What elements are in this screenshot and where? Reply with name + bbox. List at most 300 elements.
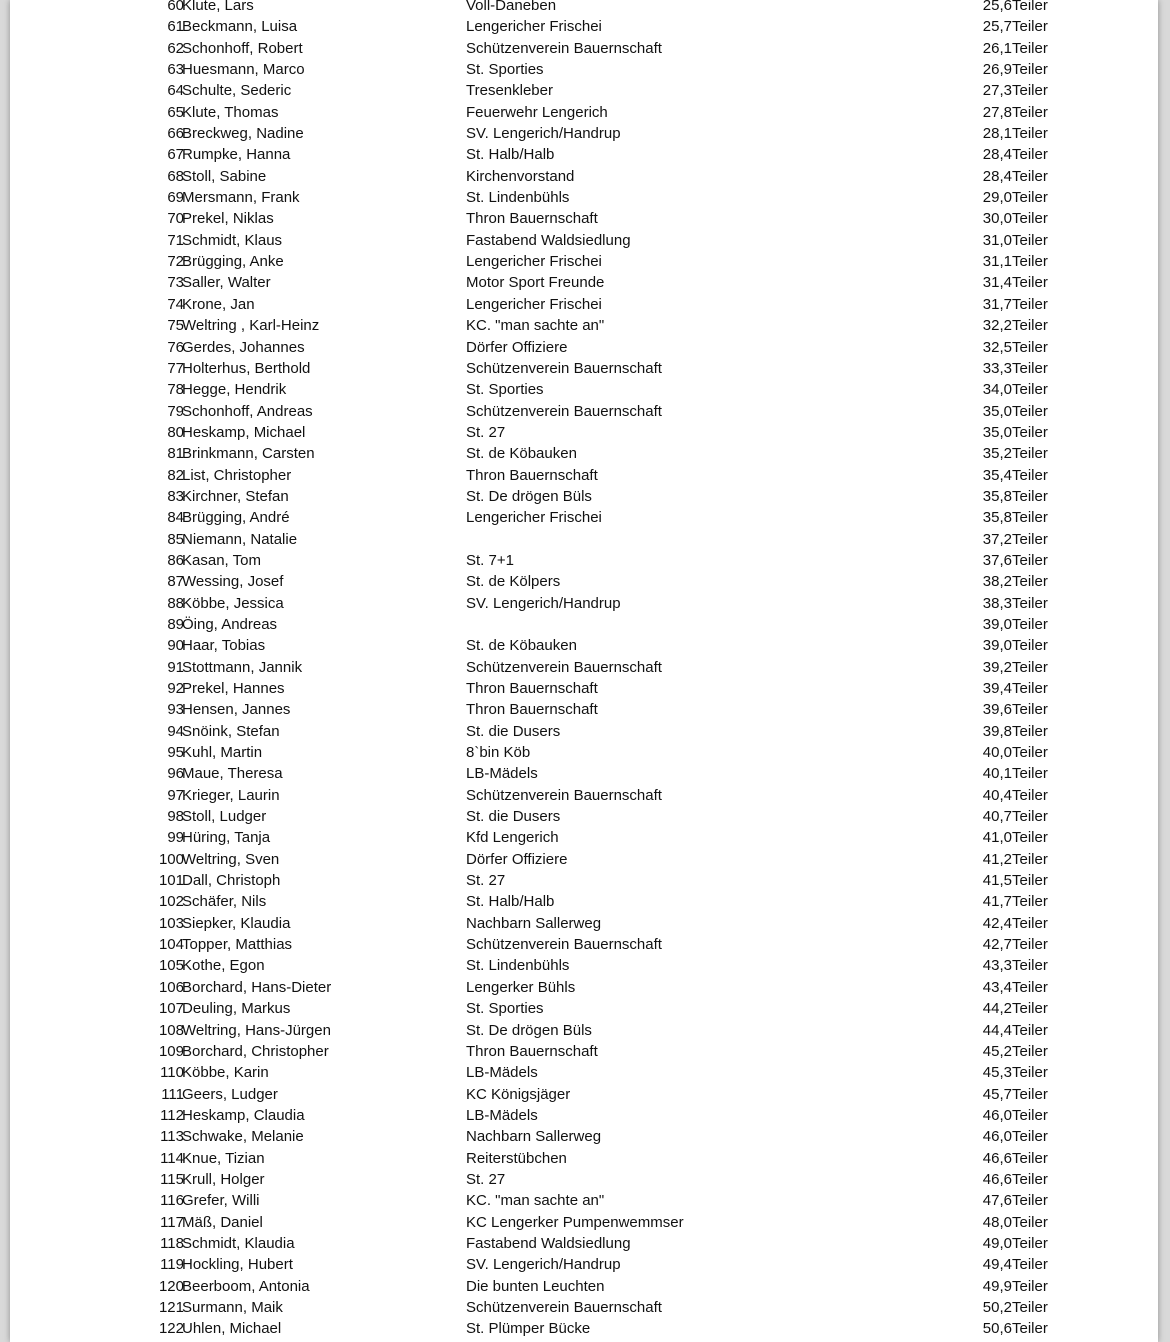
score-value: 40,1 [982,765,1012,783]
result-rank: 87 [167,573,184,591]
result-rank: 81 [167,445,184,463]
participant-name: Grefer, Willi [182,1192,260,1210]
score-value: 30,0 [982,210,1012,228]
participant-name: Mäß, Daniel [182,1213,263,1231]
participant-name: Mersmann, Frank [182,189,300,207]
participant-name: Saller, Walter [182,274,271,292]
result-row [10,742,1158,763]
score-value: 49,9 [982,1277,1012,1295]
result-row [10,678,1158,699]
score-value: 44,4 [982,1021,1012,1039]
result-rank: 121 [158,1298,184,1316]
club-name: St. Lindenbühls [466,189,570,207]
club-name: Schützenverein Bauernschaft [466,39,662,57]
result-rank: 113 [160,1128,184,1146]
score-unit: Teiler [1012,1042,1048,1060]
participant-name: Kuhl, Martin [182,744,263,762]
result-rank: 80 [167,423,184,441]
score-value: 27,3 [982,82,1012,100]
score-unit: Teiler [1012,1256,1048,1274]
score-value: 39,0 [982,637,1012,655]
club-name: Dörfer Offiziere [466,850,568,868]
result-rank: 104 [158,936,184,954]
score-value: 42,4 [982,914,1012,932]
score-unit: Teiler [1012,381,1048,399]
score-value: 40,4 [982,786,1012,804]
participant-name: Schulte, Sederic [182,82,292,100]
club-name: Reiterstübchen [466,1149,567,1167]
score-unit: Teiler [1012,850,1048,868]
result-row [10,977,1158,998]
score-value: 41,2 [982,850,1012,868]
score-unit: Teiler [1012,295,1048,313]
result-row [10,1020,1158,1041]
result-rank: 100 [158,850,184,868]
result-rank: 116 [160,1192,184,1210]
score-unit: Teiler [1012,103,1048,121]
result-rank: 110 [160,1064,184,1082]
club-name: KC. "man sachte an" [466,1192,605,1210]
participant-name: Klute, Lars [182,0,254,14]
score-value: 29,0 [982,189,1012,207]
score-value: 32,5 [982,338,1012,356]
result-rank: 62 [167,39,184,57]
participant-name: Borchard, Christopher [182,1042,329,1060]
club-name: Kirchenvorstand [466,167,575,185]
result-rank: 111 [161,1085,184,1103]
club-name: Nachbarn Sallerweg [466,1128,602,1146]
result-rank: 63 [167,61,184,79]
participant-name: Borchard, Hans-Dieter [182,978,332,996]
score-unit: Teiler [1012,359,1048,377]
participant-name: Wessing, Josef [182,573,284,591]
result-row [10,1318,1158,1339]
score-value: 35,8 [982,509,1012,527]
score-unit: Teiler [1012,1298,1048,1316]
participant-name: Brügging, Anke [182,253,284,271]
score-value: 35,4 [982,466,1012,484]
result-row [10,1041,1158,1062]
score-unit: Teiler [1012,274,1048,292]
participant-name: Rumpke, Hanna [182,146,291,164]
result-row [10,251,1158,272]
participant-name: Prekel, Niklas [182,210,274,228]
result-row [10,1062,1158,1083]
score-value: 49,4 [982,1256,1012,1274]
score-unit: Teiler [1012,530,1048,548]
score-unit: Teiler [1012,1277,1048,1295]
score-value: 43,4 [982,978,1012,996]
result-row [10,635,1158,656]
score-value: 50,2 [982,1298,1012,1316]
participant-name: Haar, Tobias [182,637,266,655]
result-rank: 70 [167,210,184,228]
result-row [10,1233,1158,1254]
participant-name: Holterhus, Berthold [182,359,311,377]
result-rank: 88 [167,594,184,612]
participant-name: Schonhoff, Robert [182,39,303,57]
result-rank: 82 [167,466,184,484]
score-unit: Teiler [1012,744,1048,762]
club-name: LB-Mädels [466,765,538,783]
club-name: Motor Sport Freunde [466,274,605,292]
score-unit: Teiler [1012,0,1048,14]
result-rank: 119 [160,1256,184,1274]
club-name: St. die Dusers [466,722,561,740]
result-row [10,1169,1158,1190]
participant-name: Öing, Andreas [182,615,278,633]
result-row [10,593,1158,614]
result-row [10,230,1158,251]
club-name: KC Lengerker Pumpenwemmser [466,1213,684,1231]
participant-name: Knue, Tizian [182,1149,265,1167]
result-row [10,443,1158,464]
participant-name: Weltring, Sven [182,850,280,868]
result-row [10,166,1158,187]
score-unit: Teiler [1012,573,1048,591]
score-unit: Teiler [1012,317,1048,335]
club-name: St. Halb/Halb [466,146,555,164]
participant-name: Hegge, Hendrik [182,381,287,399]
result-row [10,849,1158,870]
club-name: St. De drögen Büls [466,1021,592,1039]
result-rank: 73 [167,274,184,292]
result-row [10,272,1158,293]
club-name: Schützenverein Bauernschaft [466,936,662,954]
participant-name: Krull, Holger [182,1170,265,1188]
score-unit: Teiler [1012,829,1048,847]
club-name: St. Sporties [466,381,544,399]
result-rank: 108 [158,1021,184,1039]
score-value: 39,2 [982,658,1012,676]
club-name: St. 27 [466,423,506,441]
participant-name: Schäfer, Nils [182,893,267,911]
result-rank: 71 [167,231,184,249]
score-value: 33,3 [982,359,1012,377]
participant-name: Geers, Ludger [182,1085,278,1103]
score-unit: Teiler [1012,680,1048,697]
result-row [10,891,1158,912]
result-row [10,1105,1158,1126]
result-row [10,657,1158,678]
result-row [10,1084,1158,1105]
result-row [10,870,1158,891]
participant-name: Dall, Christoph [182,872,281,890]
score-value: 35,0 [982,402,1012,420]
result-row [10,699,1158,720]
result-row [10,80,1158,101]
club-name: St. die Dusers [466,808,561,826]
result-row [10,422,1158,443]
result-row [10,102,1158,123]
score-unit: Teiler [1012,551,1048,569]
score-unit: Teiler [1012,957,1048,975]
participant-name: Snöink, Stefan [182,722,280,740]
result-rank: 117 [160,1213,184,1231]
score-unit: Teiler [1012,1320,1048,1338]
score-value: 37,2 [982,530,1012,548]
club-name: Thron Bauernschaft [466,680,598,697]
score-unit: Teiler [1012,1085,1048,1103]
result-row [10,465,1158,486]
participant-name: Brügging, André [182,509,290,527]
score-value: 46,0 [982,1106,1012,1124]
club-name: 8`bin Köb [466,744,531,762]
result-rank: 93 [167,701,184,719]
result-rank: 61 [167,18,184,36]
score-value: 25,6 [982,0,1012,14]
result-row [10,1297,1158,1318]
result-rank: 97 [167,786,184,804]
result-rank: 94 [167,722,184,740]
result-row [10,507,1158,528]
result-rank: 67 [167,146,184,164]
score-value: 35,0 [982,423,1012,441]
result-row [10,1190,1158,1211]
score-unit: Teiler [1012,423,1048,441]
club-name: St. Halb/Halb [466,893,555,911]
participant-name: Stoll, Sabine [182,167,267,185]
score-unit: Teiler [1012,61,1048,79]
score-unit: Teiler [1012,808,1048,826]
result-row [10,529,1158,550]
score-value: 43,3 [982,957,1012,975]
result-row [10,806,1158,827]
score-unit: Teiler [1012,167,1048,185]
result-rank: 95 [167,744,184,762]
participant-name: Kirchner, Stefan [182,487,289,505]
result-rank: 86 [167,551,184,569]
participant-name: Prekel, Hannes [182,680,285,697]
score-value: 28,4 [982,167,1012,185]
score-value: 38,3 [982,594,1012,612]
result-rank: 84 [167,509,184,527]
participant-name: Surmann, Maik [182,1298,283,1316]
score-value: 38,2 [982,573,1012,591]
result-row [10,550,1158,571]
score-unit: Teiler [1012,594,1048,612]
result-rank: 60 [167,0,184,14]
result-rank: 83 [167,487,184,505]
participant-name: Siepker, Klaudia [182,914,291,932]
result-rank: 68 [167,167,184,185]
score-unit: Teiler [1012,978,1048,996]
result-rank: 74 [167,295,184,313]
result-rank: 96 [167,765,184,783]
result-row [10,763,1158,784]
score-unit: Teiler [1012,1213,1048,1231]
result-row [10,1212,1158,1233]
club-name: Schützenverein Bauernschaft [466,359,662,377]
participant-name: Heskamp, Michael [182,423,306,441]
document-page [10,0,1158,1342]
result-rank: 64 [167,82,184,100]
score-unit: Teiler [1012,786,1048,804]
club-name: St. de Köbauken [466,637,577,655]
score-value: 26,1 [982,39,1012,57]
participant-name: Schmidt, Klaudia [182,1234,295,1252]
result-row [10,614,1158,635]
club-name: St. Sporties [466,61,544,79]
club-name: St. de Kölpers [466,573,561,591]
result-row [10,16,1158,37]
score-unit: Teiler [1012,893,1048,911]
score-unit: Teiler [1012,1192,1048,1210]
score-unit: Teiler [1012,402,1048,420]
club-name: Lengericher Frischei [466,253,602,271]
participant-name: List, Christopher [182,466,292,484]
score-value: 35,8 [982,487,1012,505]
score-value: 49,0 [982,1234,1012,1252]
result-rank: 102 [158,893,184,911]
result-row [10,913,1158,934]
score-unit: Teiler [1012,914,1048,932]
club-name: Lengericher Frischei [466,509,602,527]
score-value: 31,7 [982,295,1012,313]
participant-name: Schonhoff, Andreas [182,402,313,420]
score-unit: Teiler [1012,658,1048,676]
participant-name: Stoll, Ludger [182,808,267,826]
club-name: KC Königsjäger [466,1085,571,1103]
participant-name: Kasan, Tom [182,551,261,569]
score-unit: Teiler [1012,231,1048,249]
club-name: SV. Lengerich/Handrup [466,125,621,143]
score-unit: Teiler [1012,637,1048,655]
result-rank: 72 [167,253,184,271]
score-unit: Teiler [1012,253,1048,271]
result-rank: 107 [158,1000,184,1018]
participant-name: Brinkmann, Carsten [182,445,315,463]
result-rank: 99 [167,829,184,847]
club-name: Lengericher Frischei [466,295,602,313]
club-name: Voll-Daneben [466,0,557,14]
result-rank: 109 [158,1042,184,1060]
result-row [10,1276,1158,1297]
score-unit: Teiler [1012,82,1048,100]
result-row [10,401,1158,422]
score-unit: Teiler [1012,722,1048,740]
score-value: 41,7 [982,893,1012,911]
participant-name: Krone, Jan [182,295,255,313]
club-name: Feuerwehr Lengerich [466,103,608,121]
result-row [10,1126,1158,1147]
score-unit: Teiler [1012,1128,1048,1146]
score-value: 39,0 [982,615,1012,633]
result-row [10,571,1158,592]
result-row [10,38,1158,59]
result-rank: 120 [158,1277,184,1295]
participant-name: Krieger, Laurin [182,786,280,804]
club-name: Thron Bauernschaft [466,1042,598,1060]
result-row [10,486,1158,507]
result-rank: 114 [160,1149,184,1167]
score-unit: Teiler [1012,872,1048,890]
participant-name: Gerdes, Johannes [182,338,305,356]
club-name: Thron Bauernschaft [466,466,598,484]
result-rank: 65 [167,103,184,121]
score-value: 45,3 [982,1064,1012,1082]
participant-name: Topper, Matthias [182,936,293,954]
result-row [10,998,1158,1019]
score-value: 28,4 [982,146,1012,164]
score-unit: Teiler [1012,936,1048,954]
club-name: Fastabend Waldsiedlung [466,1234,631,1252]
participant-name: Köbbe, Jessica [182,594,284,612]
result-rank: 101 [158,872,184,890]
score-value: 31,4 [982,274,1012,292]
club-name: St. 27 [466,872,506,890]
score-unit: Teiler [1012,18,1048,36]
score-unit: Teiler [1012,146,1048,164]
score-value: 46,6 [982,1170,1012,1188]
participant-name: Niemann, Natalie [182,530,298,548]
result-row [10,123,1158,144]
result-rank: 78 [167,381,184,399]
club-name: St. Plümper Bücke [466,1320,591,1338]
club-name: Schützenverein Bauernschaft [466,1298,662,1316]
results-list [10,0,1158,1340]
result-rank: 103 [158,914,184,932]
score-value: 41,0 [982,829,1012,847]
club-name: LB-Mädels [466,1064,538,1082]
participant-name: Hockling, Hubert [182,1256,293,1274]
club-name: Tresenkleber [466,82,553,100]
participant-name: Weltring, Hans-Jürgen [182,1021,331,1039]
score-value: 40,0 [982,744,1012,762]
result-rank: 76 [167,338,184,356]
club-name: St. de Köbauken [466,445,577,463]
participant-name: Schmidt, Klaus [182,231,283,249]
result-row [10,955,1158,976]
score-value: 31,0 [982,231,1012,249]
score-unit: Teiler [1012,1064,1048,1082]
result-rank: 79 [167,402,184,420]
club-name: Schützenverein Bauernschaft [466,786,662,804]
score-value: 46,6 [982,1149,1012,1167]
score-unit: Teiler [1012,1170,1048,1188]
result-rank: 105 [158,957,184,975]
score-value: 50,6 [982,1320,1012,1338]
result-rank: 90 [167,637,184,655]
result-row [10,785,1158,806]
result-rank: 66 [167,125,184,143]
result-rank: 85 [167,530,184,548]
result-row [10,934,1158,955]
participant-name: Huesmann, Marco [182,61,305,79]
result-rank: 106 [158,978,184,996]
club-name: SV. Lengerich/Handrup [466,1256,621,1274]
club-name: Nachbarn Sallerweg [466,914,602,932]
score-unit: Teiler [1012,338,1048,356]
score-value: 40,7 [982,808,1012,826]
result-row [10,59,1158,80]
result-rank: 77 [167,359,184,377]
score-value: 37,6 [982,551,1012,569]
result-row [10,721,1158,742]
result-rank: 89 [167,615,184,633]
club-name: Die bunten Leuchten [466,1277,605,1295]
result-rank: 92 [167,680,184,697]
club-name: LB-Mädels [466,1106,538,1124]
participant-name: Beerboom, Antonia [182,1277,310,1295]
score-unit: Teiler [1012,1000,1048,1018]
score-value: 46,0 [982,1128,1012,1146]
result-row [10,337,1158,358]
club-name: Thron Bauernschaft [466,701,598,719]
score-unit: Teiler [1012,39,1048,57]
club-name: St. 7+1 [466,551,514,569]
participant-name: Schwake, Melanie [182,1128,304,1146]
